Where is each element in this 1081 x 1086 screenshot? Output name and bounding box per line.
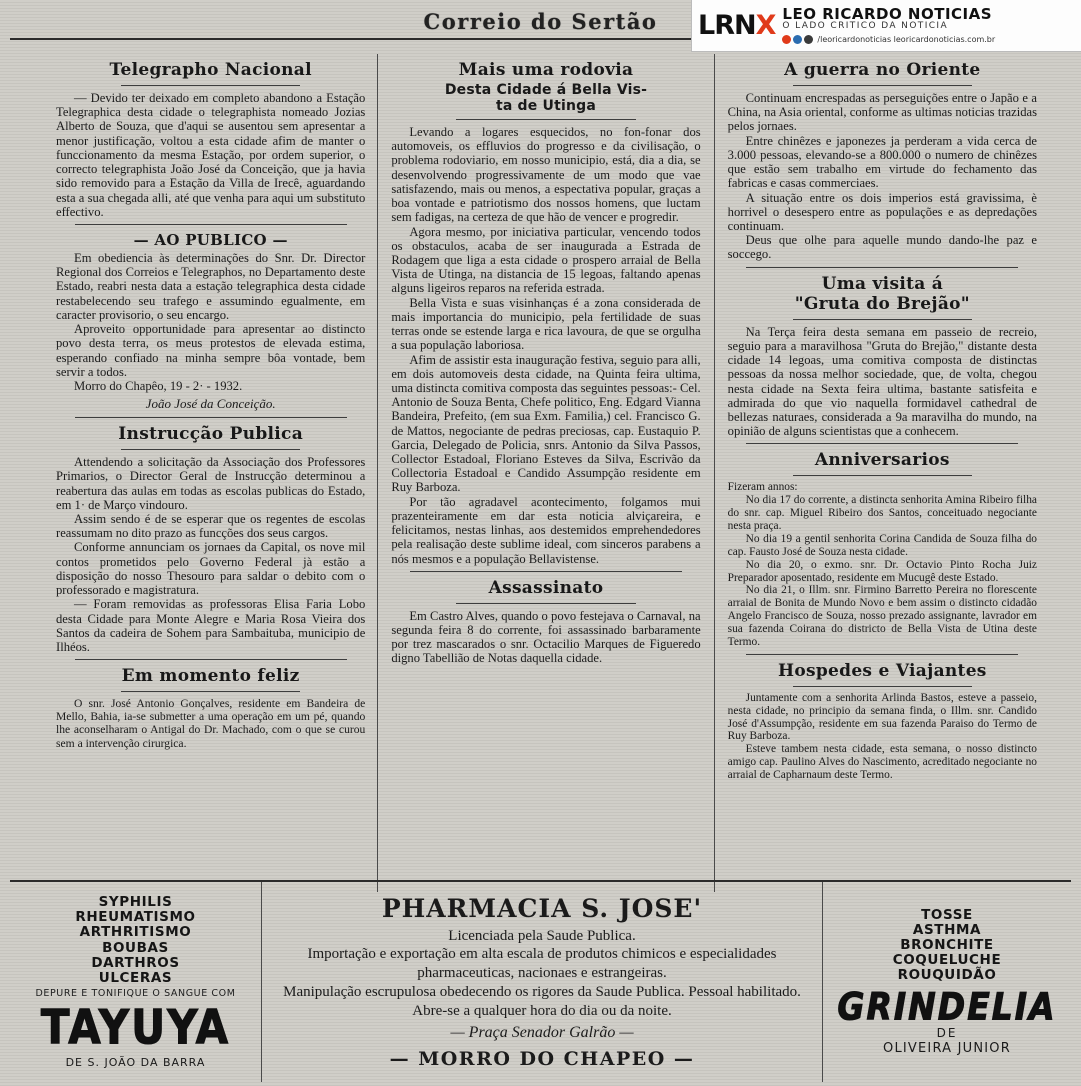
ad-ailment: SYPHILIS [98,894,173,911]
ad-ailment-list [893,908,1002,984]
divider [456,603,635,604]
divider [793,85,972,86]
ad-maker: OLIVEIRA JUNIOR [883,1041,1011,1057]
ad-brand-name: GRINDELIA [837,984,1057,1029]
watermark-logo [691,0,1081,52]
article-paragraph: Levando a logares esquecidos, no fon-fonar dos automoveis, os effluvios do progresso e da civilisação, o problema rodoviario, em nosso municipio, está, dia a dia, se desenvolvendo progressivamente de um modo que vae satisfazendo, mais ou menos, a espectativa popular, graças a boa vontade e patriotismo dos nossos homens, que luctam sem fadigas, na certeza de que hão de vencer e progredir. [391,125,701,225]
article-headline: Assassinato [488,577,604,598]
article-paragraph: Em obediencia às determinações do Snr. Dr. Director Regional dos Correios e Telegraphos, no Departamento deste Estado, reabri nesta data a estação telegraphica desta cidade restabelecendo seu trafego e assumindo egualmente, em caracter provisorio, o seu encargo. [56,250,366,322]
divider [75,417,347,418]
instagram-icon [804,35,813,44]
article-headline: Instrucção Publica [118,424,304,445]
ad-ailment: BOUBAS [102,939,169,956]
masthead [10,6,1071,52]
ad-ailment: TOSSE [921,906,973,923]
article-paragraph: No dia 19 a gentil senhorita Corina Candida de Souza filha do cap. Fausto José de Souza nesta cidade. [727,532,1037,558]
ad-ailment: DARTHROS [91,954,180,971]
social-icons [782,35,813,44]
article-subheadline [391,82,700,114]
logo-social-text: /leoricardonoticias leoricardonoticias.com.br [817,34,996,44]
ad-ailment: ARTHRITISMO [79,924,192,941]
article-headline: Anniversarios [814,450,950,471]
article-paragraph: Conforme annunciam os jornaes da Capital, os nove mil contos prometidos pelo Governo Federal jà estão a disposição do nosso Thesouro para saldar o debito com o professorado e magistratura. [56,540,366,598]
column-3 [715,54,1071,892]
divider [746,443,1018,444]
ad-tagline: DEPURE E TONIFIQUE O SANGUE COM [35,987,236,999]
article-headline: Uma visita á [821,273,944,294]
article-paragraph: No dia 21, o Illm. snr. Firmino Barretto Pereira no florescente arraial de Bonita de Mundo Novo e bem assim o distincto cidadão Angelo Francisco de Souza, nosso prezado assignante, lavrador em sua fazenda Coirana do districto de Bella Vista de Utina deste Termo. [727,584,1037,648]
article-paragraph: Morro do Chapêo, 19 - 2· - 1932. [74,378,243,393]
article-paragraph: Na Terça feira desta semana em passeio de recreio, seguio para a maravilhosa "Gruta do Brejão," distante desta cidade 14 legoas, uma comitiva composta de distinctas pessoas da nossa melhor sociedade, que, de volta, chegou nesta cidade na Sexta feira ultima, bastante satisfeita e admirada do que vio naquella formidavel cathedral de bellezas naturaes, considerada a 9a maravilha do mundo, na opinião de alguns scientistas que a conhecem. [727,324,1037,439]
ad-title: PHARMACIA S. JOSE' [381,893,703,923]
divider [121,449,300,450]
article-headline: — AO PUBLICO — [133,230,288,249]
article-paragraph: Entre chinêzes e japonezes ja perderam a vida cerca de 3.000 pessoas, elevando-se a 800.000 o numero de chinêzes que estão sem trabalho em virtude do fechamento das fabricas e casas commerciaes. [727,133,1037,191]
divider [746,267,1018,268]
divider [121,691,300,692]
article-paragraph: Em Castro Alves, quando o povo festejava o Carnaval, na segunda feira 8 do corrente, foi assassinado barbaramente por trez mascarados o snr. Octacilio Marques de Figueredo digno Tabellião de Notas daquella cidade. [391,608,701,666]
article-headline: Telegrapho Nacional [109,60,312,80]
article-paragraph: Bella Vista e suas visinhanças é a zona considerada de mais importancia do municipio, pela fertilidade de suas terras onde se estende larga e rica lavoura, de que se orgulha a sua população laboriosa. [391,295,701,353]
divider [793,475,972,476]
ad-origin: DE S. JOÃO DA BARRA [65,1055,206,1069]
divider [793,686,972,687]
ad-tayuya[interactable] [10,882,262,1082]
divider [746,654,1018,655]
facebook-icon [782,35,791,44]
article-headline: Em momento feliz [121,666,300,687]
page-title: Correio do Sertão [423,9,658,34]
logo-mark [698,12,775,39]
divider [75,224,347,225]
ad-ailment: ULCERAS [98,969,173,986]
divider [121,85,300,86]
ad-line: Abre-se a qualquer hora do dia ou da noite. [412,1002,672,1019]
article-paragraph: Fizeram annos: [727,481,798,494]
column-2 [377,54,714,892]
article-subheadline-line1: Desta Cidade á Bella Vis- [444,82,648,98]
article-paragraph: Juntamente com a senhorita Arlinda Bastos, esteve a passeio, nesta cidade, no principio da semana finda, o Illm. snr. Candido José d'Assumpção, residente em sua fazenda Paraiso do Termo de Ruy Barboza. [727,691,1037,743]
ad-ailment: BRONCHITE [900,936,994,953]
article-paragraph: Esteve tambem nesta cidade, esta semana, o nosso distincto amigo cap. Paulino Alves do Nascimento, acreditado negociante no arraial de Capharnaum deste Termo. [727,743,1037,781]
divider [410,571,682,572]
article-headline-2: "Gruta do Brejão" [794,293,970,314]
ad-address: — Praça Senador Galrão — [450,1024,634,1042]
ad-of-label: DE [936,1026,958,1041]
article-paragraph: — Devido ter deixado em completo abandono a Estação Telegraphica desta cidade o telegraphista nomeado Jozias Alberto de Souza, que d'aqui se ausentou sem apresentar a menor justificação, voltou a esta cidade afim de manter o funccionamento da mesma Estação, por ordem superior, o correcto telegraphista João José da Conceição, que ja havia sido removido para a Estação da Villa de Irecê, aguardando esta a sua chegada alli, até que venha para aqui um substituto effectivo. [56,91,366,219]
logo-mark-accent: X [755,10,776,41]
article-headline: Hospedes e Viajantes [777,660,987,681]
ad-ailment: ASTHMA [912,921,982,938]
ad-brand-name: TAYUYA [40,999,231,1055]
logo-subtitle: O LADO CRITICO DA NOTICIA [782,21,949,32]
article-paragraph: Por tão agradavel acontecimento, folgamos mui prazenteiramente em dar esta noticia alviçareira, e felicitamos, nestas linhas, aos destemidos emprehendedores pela realisação deste sublime ideal, com sinceros parabens a nós mesmos e a população Bellavistense. [391,494,701,566]
ad-line: Manipulação escrupulosa obedecendo os rigores da Saude Publica. Pessoal habilitado. [283,983,801,1000]
article-headline: Mais uma rodovia [458,60,634,80]
article-paragraph: Agora mesmo, por iniciativa particular, vencendo todos os obstaculos, acaba de ser inaugurada a Estrada de Rodagem que liga a esta cidade o prospero arraial de Bella Vista de Utinga, na distancia de 15 legoas, faltando apenas alguns ligeiros reparos na referida estrada. [391,224,701,296]
article-subheadline-line2: ta de Utinga [495,98,597,114]
ad-line: Importação e exportação em alta escala de produtos chimicos e especialidades pharmaceuticas, nacionaes e estrangeiras. [307,946,777,982]
article-paragraph: Afim de assistir esta inauguração festiva, seguio para alli, em dois automoveis desta cidade, na Quinta feira ultima, uma distincta comitiva composta das seguintes pessoas:- Cel. Antonio de Souza Benta, Chefe politico, Eng. Edgard Vianna Bandeira, Prefeito, (em sua Exm. Familia,) cel. Francisco G. de Mattos, negociante de pedras preciosas, cap. Eustaquio P. Garcia, Delegado de Policia, snrs. Antonio da Silva Passos, Collector Estadoal, Floriano Esteves da Silva, Escrivão da Collectoria Estadoal e Candido Assumpção residente em Ruy Barboza. [391,352,701,495]
article-paragraph: Attendendo a solicitação da Associação dos Professores Primarios, o Director Geral de Instrucção determinou a reabertura das aulas em todas as escolas publicas do Estado, em 1· de Março vindouro. [56,455,366,512]
logo-social-line [782,35,995,44]
ad-pharmacia-s-jose[interactable] [262,882,823,1082]
ad-city: — MORRO DO CHAPEO — [389,1048,695,1071]
ad-grindelia[interactable] [823,882,1071,1082]
article-signature: João José da Conceição. [145,396,276,412]
article-paragraph: Continuam encrespadas as perseguições entre o Japão e a China, na Asia oriental, conforme as ultimas noticias trazidas pelos jornaes. [727,91,1037,134]
divider [793,319,972,320]
divider [456,119,635,120]
divider [75,659,347,660]
article-paragraph: Aproveito opportunidade para apresentar ao distincto povo desta terra, os meus protestos de elevada estima, esperando confiado na minha sempre bôa vontade, bem servir a todos. [56,322,366,379]
article-paragraph: — Foram removidas as professoras Elisa Faria Lobo desta Cidade para Monte Alegre e Maria Rosa Vieira dos Santos da cadeira de Sohem para Sambaituba, municipio de Ilhéos. [56,597,366,654]
ad-line: Licenciada pela Saude Publica. [448,927,636,944]
article-headline: A guerra no Oriente [784,60,981,80]
advertisement-strip [10,880,1071,1082]
twitter-icon [793,35,802,44]
ad-ailment: RHEUMATISMO [75,909,196,926]
logo-mark-text: LRN [698,10,756,41]
logo-title: LEO RICARDO NOTICIAS [782,4,993,23]
article-paragraph: O snr. José Antonio Gonçalves, residente em Bandeira de Mello, Bahia, ia-se submetter a uma operação em um pé, quando lhe aconselharam o Antigal do Dr. Machado, com o que se curou sem a intervenção cirurgica. [56,697,366,750]
article-paragraph: Assim sendo é de se esperar que os regentes de escolas reassumam no dito prazo as funcções dos seus cargos. [56,512,366,541]
ad-ailment: COQUELUCHE [892,952,1002,969]
article-paragraph: No dia 20, o exmo. snr. Dr. Octavio Pinto Rocha Juiz Preparador aposentado, residente em Mucugê deste Estado. [727,558,1037,584]
article-paragraph: Deus que olhe para aquelle mundo dando-lhe paz e soccego. [727,233,1037,262]
column-1 [10,54,377,892]
article-paragraph: No dia 17 do corrente, a distincta senhorita Amina Ribeiro filha do snr. cap. Miguel Ribeiro dos Santos, conceituado negociante nesta praça. [727,494,1037,532]
ad-ailment: ROUQUIDÃO [897,967,997,984]
article-paragraph: A situação entre os dois imperios está gravissima, è horrivel o desespero entre as populações e as depredações continuam. [727,190,1037,233]
ad-ailment-list [75,895,195,986]
article-columns [10,54,1071,892]
